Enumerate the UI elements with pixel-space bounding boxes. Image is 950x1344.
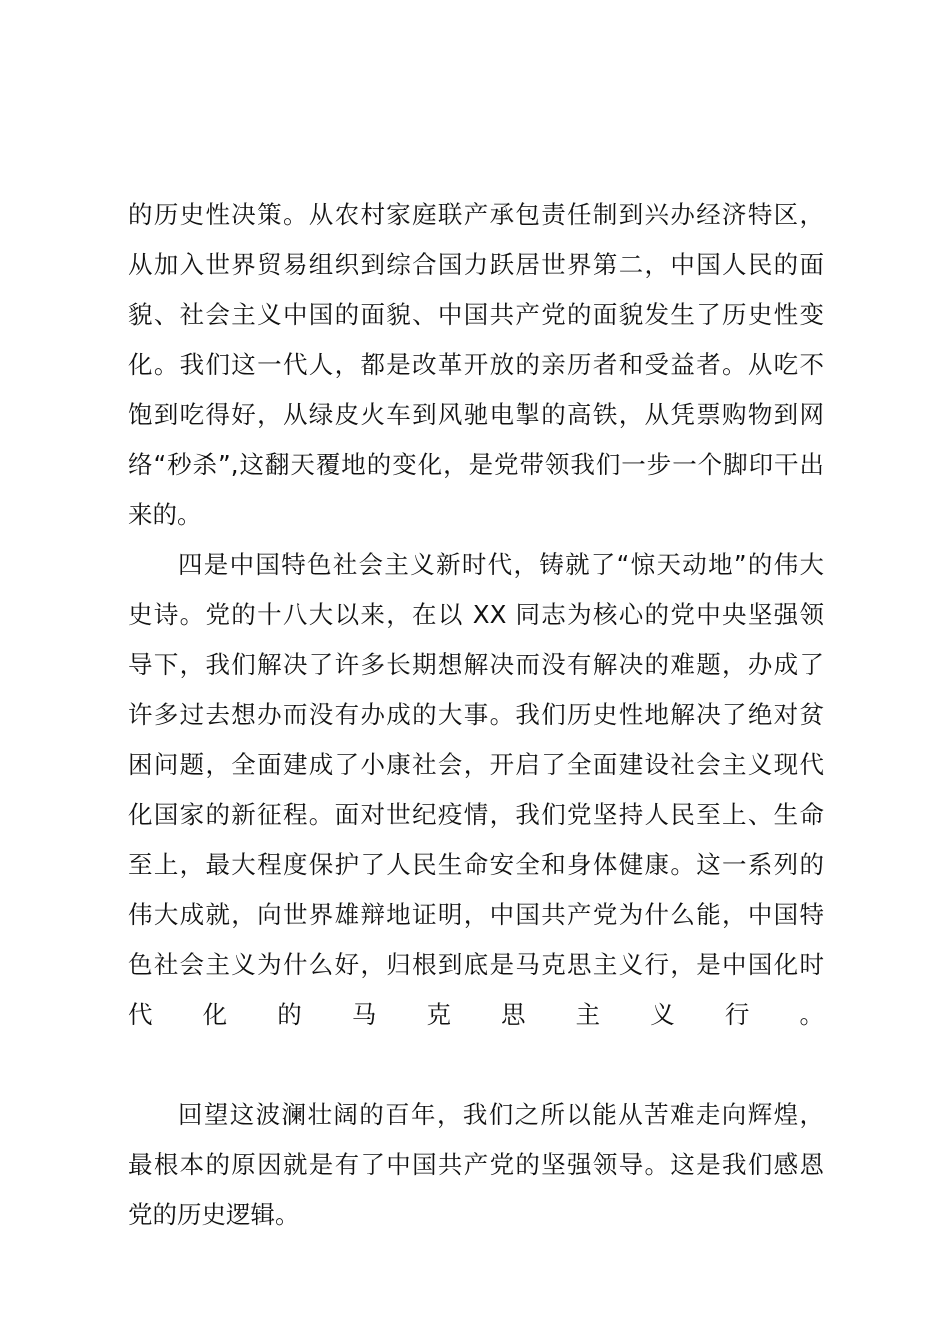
text-line: 困问题，全面建成了小康社会，开启了全面建设社会主义现代 [128, 750, 824, 779]
text-line: 色社会主义为什么好，归根到底是马克思主义行，是中国化时 [128, 950, 824, 979]
text-line: 貌、社会主义中国的面貌、中国共产党的面貌发生了历史性变 [128, 300, 824, 329]
text-line: 四是中国特色社会主义新时代，铸就了“惊天动地”的伟大 [178, 550, 824, 579]
text-line: 来的。 [128, 500, 202, 529]
text-line: 化国家的新征程。面对世纪疫情，我们党坚持人民至上、生命 [128, 800, 824, 829]
text-line: 饱到吃得好，从绿皮火车到风驰电掣的高铁，从凭票购物到网 [128, 400, 824, 429]
text-line: 伟大成就，向世界雄辩地证明，中国共产党为什么能，中国特 [128, 900, 824, 929]
paragraph-conclusion [128, 1090, 824, 1240]
text-line: 党的历史逻辑。 [128, 1200, 300, 1229]
text-line: 至上，最大程度保护了人民生命安全和身体健康。这一系列的 [128, 850, 824, 879]
text-line: 络“秒杀”,这翻天覆地的变化，是党带领我们一步一个脚印干出 [128, 450, 824, 479]
text-line: 许多过去想办而没有办成的大事。我们历史性地解决了绝对贫 [128, 700, 824, 729]
text-line: 化。我们这一代人，都是改革开放的亲历者和受益者。从吃不 [128, 350, 824, 379]
text-line: 最根本的原因就是有了中国共产党的坚强领导。这是我们感恩 [128, 1150, 824, 1179]
paragraph-new-era [128, 540, 824, 1090]
text-line: 回望这波澜壮阔的百年，我们之所以能从苦难走向辉煌， [178, 1100, 824, 1129]
text-line: 代化的马克思主义行。 [128, 1000, 824, 1029]
document-body [128, 190, 824, 1240]
text-line [128, 1040, 824, 1090]
text-line: 的历史性决策。从农村家庭联产承包责任制到兴办经济特区， [128, 200, 824, 229]
paragraph-reform-opening [128, 190, 824, 540]
text-line: 史诗。党的十八大以来，在以 XX 同志为核心的党中央坚强领 [128, 600, 824, 629]
text-line: 从加入世界贸易组织到综合国力跃居世界第二，中国人民的面 [128, 250, 824, 279]
text-line: 导下，我们解决了许多长期想解决而没有解决的难题，办成了 [128, 650, 824, 679]
